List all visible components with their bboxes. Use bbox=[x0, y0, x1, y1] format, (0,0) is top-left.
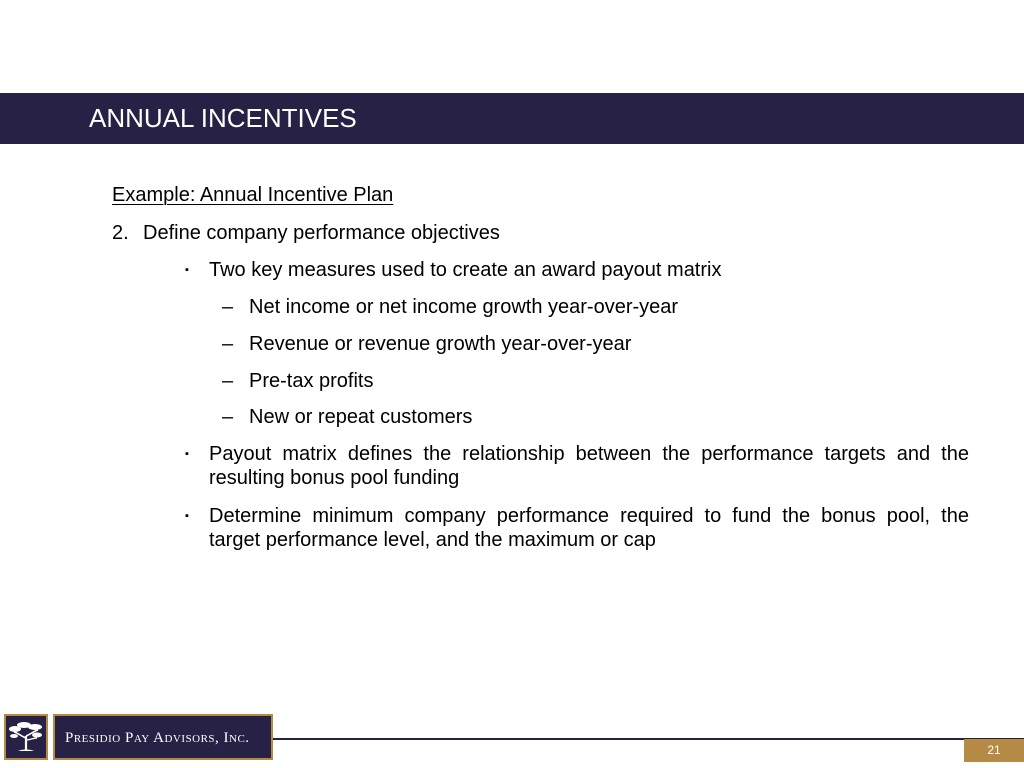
bullet-icon: ▪ bbox=[185, 448, 189, 460]
bullet-icon: ▪ bbox=[185, 264, 189, 276]
sub-item bbox=[222, 369, 373, 393]
dash-icon: – bbox=[222, 296, 234, 318]
company-name-box bbox=[53, 714, 273, 760]
bullet-item bbox=[185, 504, 969, 552]
tree-icon bbox=[6, 716, 46, 758]
footer-divider bbox=[272, 738, 1024, 740]
bullet-item bbox=[185, 442, 969, 490]
step-number: 2. bbox=[112, 222, 129, 244]
bullet-item bbox=[185, 258, 969, 282]
sub-item-text: Net income or net income growth year-over-year bbox=[249, 296, 679, 318]
slide-title: ANNUAL INCENTIVES bbox=[89, 103, 357, 133]
step-text: Define company performance objectives bbox=[143, 222, 500, 244]
dash-icon: – bbox=[222, 406, 234, 428]
sub-item bbox=[222, 295, 678, 319]
bullet-text: Two key measures used to create an award payout matrix bbox=[209, 259, 722, 281]
section-subtitle: Example: Annual Incentive Plan bbox=[112, 184, 394, 206]
dash-icon: – bbox=[222, 333, 234, 355]
bullet-text: Determine minimum company performance required to fund the bonus pool, the target performance level, and the maximum or cap bbox=[209, 505, 969, 551]
company-name: Presidio Pay Advisors, Inc. bbox=[65, 730, 250, 746]
numbered-step bbox=[112, 221, 500, 245]
sub-item-text: Pre-tax profits bbox=[249, 370, 374, 392]
bullet-icon: ▪ bbox=[185, 510, 189, 522]
dash-icon: – bbox=[222, 370, 234, 392]
company-logo bbox=[4, 714, 48, 760]
bullet-text: Payout matrix defines the relationship between the performance targets and the resulting bonus pool funding bbox=[209, 443, 969, 489]
page-number-box bbox=[964, 739, 1024, 762]
sub-item-text: New or repeat customers bbox=[249, 406, 473, 428]
sub-item bbox=[222, 332, 631, 356]
sub-item-text: Revenue or revenue growth year-over-year bbox=[249, 333, 632, 355]
sub-item bbox=[222, 405, 472, 429]
page-number: 21 bbox=[987, 743, 1001, 757]
